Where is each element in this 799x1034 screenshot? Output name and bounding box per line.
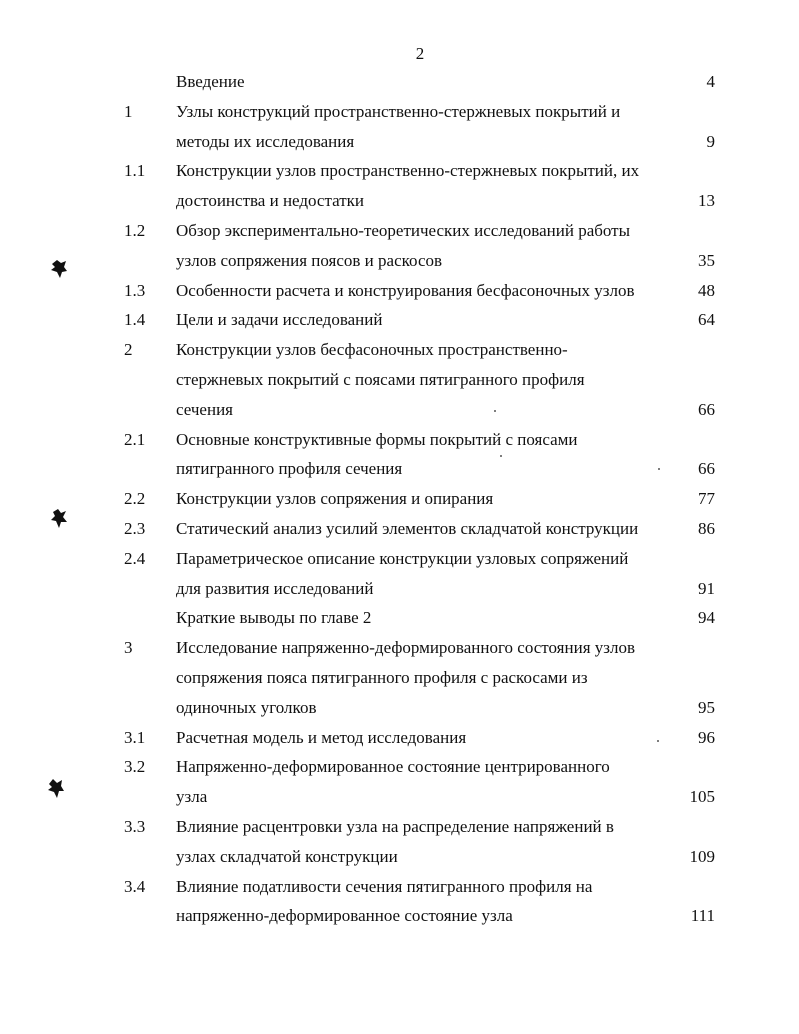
toc-line: [0, 754, 799, 780]
toc-line: [0, 516, 799, 542]
toc-entry-title: напряженно-деформированное состояние узла: [176, 906, 513, 925]
toc-entry-page: 4: [706, 72, 715, 91]
scan-speck: [658, 468, 660, 470]
toc-entry-number: 1.1: [124, 161, 146, 180]
toc-entry-number: 1: [124, 102, 133, 121]
toc-line: [0, 129, 799, 155]
toc-entry-title: методы их исследования: [176, 132, 355, 151]
toc-entry-title: Статический анализ усилий элементов складчатой конструкции: [176, 519, 639, 538]
toc-line: [0, 427, 799, 453]
toc-line: [0, 576, 799, 602]
toc-line: [0, 397, 799, 423]
toc-entry-number: 2.4: [124, 549, 146, 568]
toc-entry-number: 3.2: [124, 757, 146, 776]
toc-entry-title: Параметрическое описание конструкции узловых сопряжений: [176, 549, 629, 568]
toc-entry-number: 3.4: [124, 877, 146, 896]
toc-line: [0, 665, 799, 691]
toc-entry-title: Влияние податливости сечения пятигранного профиля на: [176, 877, 593, 896]
toc-line: [0, 784, 799, 810]
toc-line: [0, 874, 799, 900]
toc-entry-title: сечения: [176, 400, 233, 419]
toc-entry-page: 94: [698, 608, 715, 627]
toc-entry-title: Краткие выводы по главе 2: [176, 608, 372, 627]
page-number: 2: [415, 44, 425, 63]
toc-entry-title: узлах складчатой конструкции: [176, 847, 398, 866]
toc-entry-page: 9: [706, 132, 715, 151]
toc-entry-number: 2: [124, 340, 133, 359]
toc-entry-page: 86: [698, 519, 715, 538]
toc-line: [0, 814, 799, 840]
toc-line: [0, 69, 799, 95]
toc-entry-page: 66: [698, 459, 715, 478]
toc-entry-title: Основные конструктивные формы покрытий с поясами: [176, 430, 578, 449]
toc-entry-page: 35: [698, 251, 715, 270]
toc-entry-page: 91: [698, 579, 715, 598]
toc-entry-number: 2.1: [124, 430, 146, 449]
scan-mark-icon: [50, 507, 68, 529]
toc-line: [0, 307, 799, 333]
toc-entry-page: 48: [698, 281, 715, 300]
toc-line: [0, 546, 799, 572]
toc-line: [0, 695, 799, 721]
scan-speck: [657, 740, 659, 742]
toc-line: [0, 486, 799, 512]
toc-entry-title: Напряженно-деформированное состояние центрированного: [176, 757, 610, 776]
toc-line: [0, 158, 799, 184]
toc-entry-page: 66: [698, 400, 715, 419]
toc-entry-title: Цели и задачи исследований: [176, 310, 383, 329]
toc-entry-number: 2.2: [124, 489, 146, 508]
toc-entry-number: 1.3: [124, 281, 146, 300]
toc-line: [0, 218, 799, 244]
toc-line: [0, 456, 799, 482]
toc-entry-number: 3.1: [124, 728, 146, 747]
toc-entry-title: Конструкции узлов бесфасоночных пространственно-: [176, 340, 568, 359]
toc-entry-title: Обзор экспериментально-теоретических исследований работы: [176, 221, 631, 240]
toc-entry-title: Особенности расчета и конструирования бесфасоночных узлов: [176, 281, 635, 300]
toc-entry-title: достоинства и недостатки: [176, 191, 365, 210]
toc-line: [0, 99, 799, 125]
toc-entry-page: 95: [698, 698, 715, 717]
toc-entry-number: 3: [124, 638, 133, 657]
toc-entry-number: 1.2: [124, 221, 146, 240]
toc-entry-title: Конструкции узлов сопряжения и опирания: [176, 489, 494, 508]
toc-entry-title: узлов сопряжения поясов и раскосов: [176, 251, 443, 270]
toc-entry-title: узла: [176, 787, 208, 806]
toc-line: [0, 605, 799, 631]
toc-entry-title: Конструкции узлов пространственно-стержневых покрытий, их: [176, 161, 640, 180]
toc-entry-page: 77: [698, 489, 715, 508]
toc-line: [0, 725, 799, 751]
toc-line: [0, 278, 799, 304]
scan-mark-icon: [47, 777, 65, 799]
toc-entry-title: пятигранного профиля сечения: [176, 459, 403, 478]
toc-entry-title: одиночных уголков: [176, 698, 317, 717]
toc-entry-title: Введение: [176, 72, 245, 91]
toc-line: [0, 337, 799, 363]
toc-line: [0, 188, 799, 214]
toc-entry-title: Узлы конструкций пространственно-стержневых покрытий и: [176, 102, 621, 121]
toc-line: [0, 903, 799, 929]
toc-entry-page: 13: [698, 191, 715, 210]
toc-entry-title: сопряжения пояса пятигранного профиля с раскосами из: [176, 668, 588, 687]
toc-entry-page: 96: [698, 728, 715, 747]
toc-entry-number: 2.3: [124, 519, 146, 538]
toc-line: [0, 248, 799, 274]
toc-entry-title: Влияние расцентровки узла на распределение напряжений в: [176, 817, 614, 836]
toc-line: [0, 844, 799, 870]
toc-line: [0, 367, 799, 393]
toc-entry-page: 105: [689, 787, 715, 806]
toc-entry-title: стержневых покрытий с поясами пятигранного профиля: [176, 370, 585, 389]
toc-entry-number: 3.3: [124, 817, 146, 836]
scan-speck: [500, 455, 502, 457]
toc-entry-page: 111: [690, 906, 715, 925]
scan-speck: [494, 410, 496, 412]
toc-entry-title: для развития исследований: [176, 579, 374, 598]
toc-entry-page: 109: [689, 847, 715, 866]
toc-entry-title: Исследование напряженно-деформированного состояния узлов: [176, 638, 635, 657]
toc-entry-title: Расчетная модель и метод исследования: [176, 728, 467, 747]
scan-mark-icon: [50, 258, 68, 280]
toc-entry-number: 1.4: [124, 310, 146, 329]
toc-line: [0, 635, 799, 661]
toc-entry-page: 64: [698, 310, 715, 329]
